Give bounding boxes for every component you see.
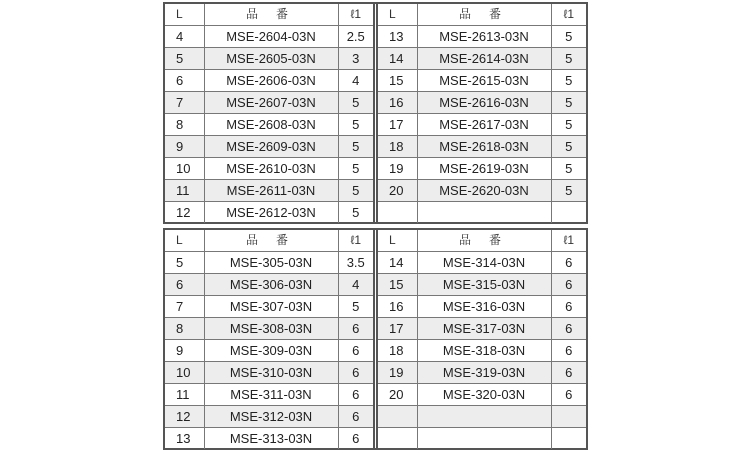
cell-part-number: MSE-2606-03N [204,70,338,92]
table-row [378,296,586,318]
cell-l1: 3 [338,48,373,70]
cell-part-number: MSE-317-03N [417,318,551,340]
header-l: L [378,4,417,26]
cell-l1: 5 [338,202,373,224]
cell-l: 17 [378,318,417,340]
table-row [378,340,586,362]
cell-part-number: MSE-2609-03N [204,136,338,158]
cell-l1: 4 [338,274,373,296]
cell-l: 19 [378,158,417,180]
cell-l: 16 [378,92,417,114]
cell-part-number: MSE-2616-03N [417,92,551,114]
cell-l1: 6 [551,252,586,274]
cell-part-number: MSE-2618-03N [417,136,551,158]
table-row [165,318,373,340]
table-row [378,428,586,450]
cell-l [378,202,417,224]
cell-l1 [551,406,586,428]
cell-part-number: MSE-311-03N [204,384,338,406]
cell-part-number: MSE-2607-03N [204,92,338,114]
cell-l: 19 [378,362,417,384]
table-row [165,92,373,114]
cell-l1: 5 [551,158,586,180]
cell-l1: 5 [551,70,586,92]
cell-l1: 6 [338,362,373,384]
table-row [378,70,586,92]
cell-l1: 6 [551,384,586,406]
table-row [165,48,373,70]
spec-table [165,230,373,449]
header-l1: ℓ1 [338,4,373,26]
table-row [378,318,586,340]
cell-l1: 6 [551,362,586,384]
table-row [165,296,373,318]
cell-l: 4 [165,26,204,48]
cell-l: 16 [378,296,417,318]
header-l1: ℓ1 [551,4,586,26]
table-row [165,384,373,406]
cell-l: 18 [378,340,417,362]
cell-l: 12 [165,202,204,224]
header-l: L [165,230,204,252]
cell-l: 20 [378,180,417,202]
cell-l1 [551,202,586,224]
header-part-number: 品番 [204,230,338,252]
spec-table-left [163,4,375,222]
table-row [378,274,586,296]
cell-l1: 6 [551,340,586,362]
cell-part-number [417,406,551,428]
cell-part-number: MSE-305-03N [204,252,338,274]
cell-l1: 5 [551,92,586,114]
table-header-row [378,230,586,252]
table-row [378,180,586,202]
spec-table [165,4,373,223]
table-row [378,92,586,114]
table-row [378,384,586,406]
cell-part-number: MSE-2614-03N [417,48,551,70]
table-header-row [378,4,586,26]
cell-part-number [417,202,551,224]
cell-part-number: MSE-2619-03N [417,158,551,180]
cell-l: 20 [378,384,417,406]
cell-part-number: MSE-2611-03N [204,180,338,202]
table-row [165,114,373,136]
table-row [165,180,373,202]
cell-l1: 5 [338,92,373,114]
cell-l1: 5 [551,136,586,158]
spec-table-right [376,230,588,448]
cell-l1: 5 [338,180,373,202]
cell-part-number: MSE-2615-03N [417,70,551,92]
table-row [378,114,586,136]
cell-l: 18 [378,136,417,158]
cell-l1: 5 [551,26,586,48]
cell-l1 [551,428,586,450]
cell-l: 7 [165,296,204,318]
cell-l1: 6 [338,318,373,340]
table-row [378,362,586,384]
spec-table-panel-2600-series [163,2,588,224]
table-row [165,340,373,362]
spec-table [378,4,586,223]
header-part-number: 品番 [204,4,338,26]
header-l1: ℓ1 [338,230,373,252]
cell-part-number: MSE-320-03N [417,384,551,406]
cell-l1: 5 [338,114,373,136]
spec-table-right [376,4,588,222]
cell-l1: 5 [551,48,586,70]
cell-l1: 6 [338,384,373,406]
cell-l: 9 [165,340,204,362]
cell-part-number: MSE-319-03N [417,362,551,384]
cell-l1: 6 [338,406,373,428]
cell-l1: 5 [338,158,373,180]
cell-part-number: MSE-315-03N [417,274,551,296]
cell-part-number: MSE-310-03N [204,362,338,384]
cell-part-number: MSE-314-03N [417,252,551,274]
spec-table [378,230,586,449]
header-part-number: 品番 [417,230,551,252]
cell-part-number [417,428,551,450]
table-header-row [165,230,373,252]
header-l: L [378,230,417,252]
table-row [378,136,586,158]
cell-l: 9 [165,136,204,158]
cell-l: 14 [378,48,417,70]
table-row [165,252,373,274]
cell-l: 8 [165,318,204,340]
cell-l: 15 [378,70,417,92]
table-row [165,274,373,296]
cell-l: 11 [165,384,204,406]
table-row [165,428,373,450]
cell-l: 10 [165,362,204,384]
cell-l: 8 [165,114,204,136]
cell-l1: 6 [338,428,373,450]
cell-l1: 6 [551,274,586,296]
spec-table-left [163,230,375,448]
table-row [165,136,373,158]
cell-l1: 6 [338,340,373,362]
header-l: L [165,4,204,26]
table-row [165,158,373,180]
table-header-row [165,4,373,26]
table-row [165,202,373,224]
cell-part-number: MSE-307-03N [204,296,338,318]
cell-l: 13 [378,26,417,48]
table-row [165,70,373,92]
cell-l1: 3.5 [338,252,373,274]
table-row [165,362,373,384]
cell-l1: 5 [551,114,586,136]
cell-l1: 5 [338,296,373,318]
cell-part-number: MSE-2610-03N [204,158,338,180]
table-row [378,158,586,180]
cell-part-number: MSE-312-03N [204,406,338,428]
cell-l1: 4 [338,70,373,92]
cell-part-number: MSE-2604-03N [204,26,338,48]
cell-l: 13 [165,428,204,450]
table-row [378,48,586,70]
table-row [378,252,586,274]
cell-part-number: MSE-2612-03N [204,202,338,224]
cell-part-number: MSE-2608-03N [204,114,338,136]
table-row [165,26,373,48]
cell-l: 11 [165,180,204,202]
cell-part-number: MSE-2617-03N [417,114,551,136]
cell-l1: 6 [551,318,586,340]
cell-l [378,406,417,428]
cell-part-number: MSE-2620-03N [417,180,551,202]
header-part-number: 品番 [417,4,551,26]
cell-l [378,428,417,450]
cell-l1: 6 [551,296,586,318]
cell-part-number: MSE-2613-03N [417,26,551,48]
cell-l: 12 [165,406,204,428]
header-l1: ℓ1 [551,230,586,252]
cell-part-number: MSE-313-03N [204,428,338,450]
cell-l: 6 [165,274,204,296]
cell-part-number: MSE-318-03N [417,340,551,362]
cell-l: 7 [165,92,204,114]
cell-l: 14 [378,252,417,274]
cell-l1: 5 [551,180,586,202]
cell-l: 5 [165,252,204,274]
table-row [378,26,586,48]
cell-part-number: MSE-308-03N [204,318,338,340]
cell-part-number: MSE-2605-03N [204,48,338,70]
cell-l: 10 [165,158,204,180]
cell-l: 5 [165,48,204,70]
table-row [378,202,586,224]
cell-l: 17 [378,114,417,136]
cell-part-number: MSE-306-03N [204,274,338,296]
table-row [165,406,373,428]
cell-l: 6 [165,70,204,92]
table-row [378,406,586,428]
spec-table-panel-300-series [163,228,588,450]
cell-part-number: MSE-309-03N [204,340,338,362]
cell-l1: 2.5 [338,26,373,48]
cell-l1: 5 [338,136,373,158]
cell-part-number: MSE-316-03N [417,296,551,318]
cell-l: 15 [378,274,417,296]
